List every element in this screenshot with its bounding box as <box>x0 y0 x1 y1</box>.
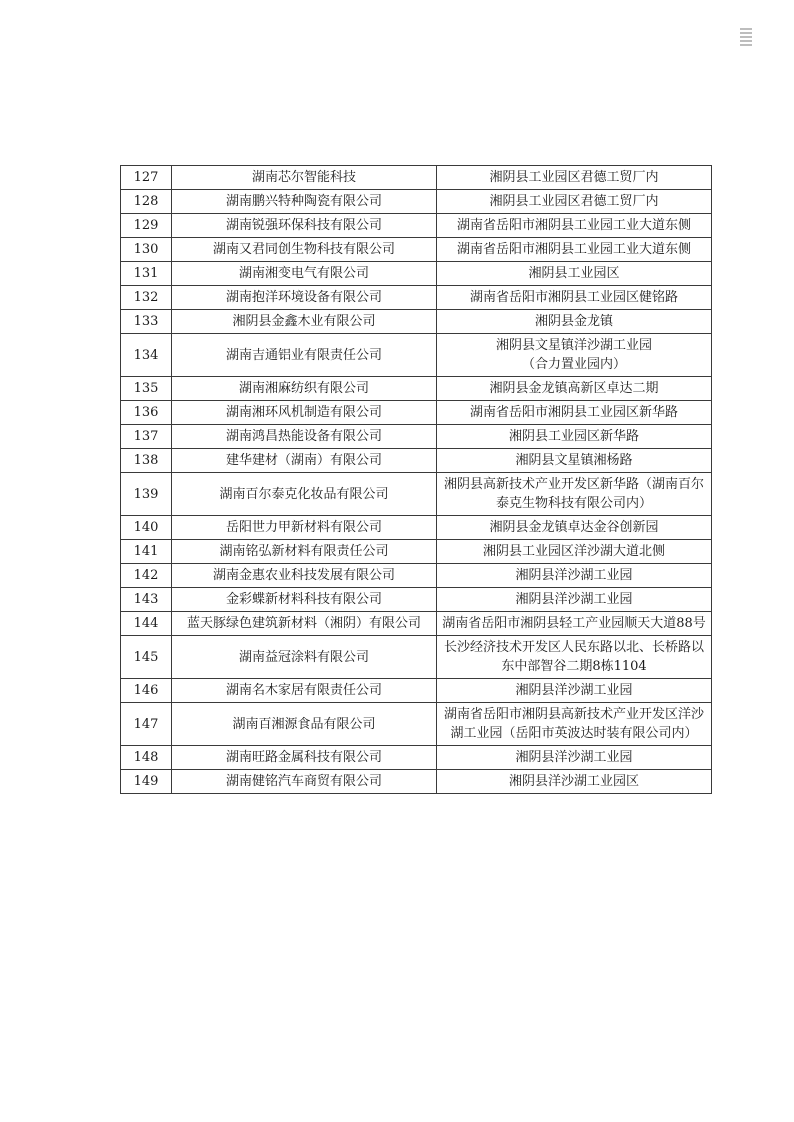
company-name-cell: 湖南湘环风机制造有限公司 <box>172 401 437 425</box>
table-row <box>121 636 712 679</box>
company-name-cell: 湖南健铭汽车商贸有限公司 <box>172 770 437 794</box>
company-name-cell: 湖南百尔泰克化妆品有限公司 <box>172 473 437 516</box>
row-number-cell: 134 <box>121 334 172 377</box>
table-row <box>121 473 712 516</box>
row-number-cell: 147 <box>121 703 172 746</box>
row-number-cell: 148 <box>121 746 172 770</box>
company-address-cell: 湘阴县工业园区君德工贸厂内 <box>437 166 712 190</box>
table-row <box>121 401 712 425</box>
company-address-cell: 长沙经济技术开发区人民东路以北、长桥路以东中部智谷二期8栋1104 <box>437 636 712 679</box>
company-address-cell: 湘阴县文星镇湘杨路 <box>437 449 712 473</box>
row-number-cell: 129 <box>121 214 172 238</box>
row-number-cell: 139 <box>121 473 172 516</box>
company-address-cell: 湘阴县金龙镇 <box>437 310 712 334</box>
row-number-cell: 127 <box>121 166 172 190</box>
table-row <box>121 588 712 612</box>
row-number-cell: 135 <box>121 377 172 401</box>
company-address-cell: 湖南省岳阳市湘阴县轻工产业园顺天大道88号 <box>437 612 712 636</box>
table-row <box>121 564 712 588</box>
company-address-cell: 湘阴县洋沙湖工业园区 <box>437 770 712 794</box>
row-number-cell: 136 <box>121 401 172 425</box>
company-address-cell: 湘阴县洋沙湖工业园 <box>437 564 712 588</box>
company-address-cell: 湘阴县工业园区新华路 <box>437 425 712 449</box>
company-address-cell: 湘阴县工业园区洋沙湖大道北侧 <box>437 540 712 564</box>
company-name-cell: 湖南锐强环保科技有限公司 <box>172 214 437 238</box>
company-address-cell: 湖南省岳阳市湘阴县工业园工业大道东侧 <box>437 238 712 262</box>
table-row <box>121 166 712 190</box>
company-name-cell: 岳阳世力甲新材料有限公司 <box>172 516 437 540</box>
table-row <box>121 540 712 564</box>
company-name-cell: 湖南芯尔智能科技 <box>172 166 437 190</box>
table-row <box>121 377 712 401</box>
row-number-cell: 133 <box>121 310 172 334</box>
company-name-cell: 湖南湘麻纺织有限公司 <box>172 377 437 401</box>
company-name-cell: 蓝天豚绿色建筑新材料（湘阴）有限公司 <box>172 612 437 636</box>
row-number-cell: 144 <box>121 612 172 636</box>
company-table <box>120 165 712 794</box>
company-address-cell: 湘阴县金龙镇高新区卓达二期 <box>437 377 712 401</box>
page-corner-mark <box>738 26 754 50</box>
table-row <box>121 516 712 540</box>
company-name-cell: 湖南铭弘新材料有限责任公司 <box>172 540 437 564</box>
company-address-cell: 湘阴县高新技术产业开发区新华路（湖南百尔泰克生物科技有限公司内） <box>437 473 712 516</box>
row-number-cell: 141 <box>121 540 172 564</box>
company-name-cell: 湖南益冠涂料有限公司 <box>172 636 437 679</box>
table-row <box>121 449 712 473</box>
company-name-cell: 湖南吉通铝业有限责任公司 <box>172 334 437 377</box>
row-number-cell: 146 <box>121 679 172 703</box>
company-name-cell: 湖南金惠农业科技发展有限公司 <box>172 564 437 588</box>
row-number-cell: 132 <box>121 286 172 310</box>
company-address-cell: 湘阴县工业园区 <box>437 262 712 286</box>
row-number-cell: 143 <box>121 588 172 612</box>
table-row <box>121 703 712 746</box>
table-row <box>121 334 712 377</box>
company-address-cell: 湘阴县金龙镇卓达金谷创新园 <box>437 516 712 540</box>
company-address-cell: 湘阴县洋沙湖工业园 <box>437 588 712 612</box>
company-name-cell: 湖南名木家居有限责任公司 <box>172 679 437 703</box>
row-number-cell: 130 <box>121 238 172 262</box>
company-name-cell: 湖南湘变电气有限公司 <box>172 262 437 286</box>
table-row <box>121 286 712 310</box>
table-row <box>121 746 712 770</box>
row-number-cell: 128 <box>121 190 172 214</box>
company-address-cell: 湘阴县洋沙湖工业园 <box>437 746 712 770</box>
table-row <box>121 679 712 703</box>
table-row <box>121 238 712 262</box>
company-name-cell: 湘阴县金鑫木业有限公司 <box>172 310 437 334</box>
company-address-cell: 湖南省岳阳市湘阴县高新技术产业开发区洋沙湖工业园（岳阳市英波达时装有限公司内） <box>437 703 712 746</box>
table-row <box>121 770 712 794</box>
company-name-cell: 湖南百湘源食品有限公司 <box>172 703 437 746</box>
company-table-body <box>121 166 712 794</box>
company-name-cell: 金彩蝶新材料科技有限公司 <box>172 588 437 612</box>
company-address-cell: 湖南省岳阳市湘阴县工业园区健铭路 <box>437 286 712 310</box>
company-name-cell: 建华建材（湖南）有限公司 <box>172 449 437 473</box>
row-number-cell: 142 <box>121 564 172 588</box>
company-name-cell: 湖南抱洋环境设备有限公司 <box>172 286 437 310</box>
company-address-cell: 湖南省岳阳市湘阴县工业园工业大道东侧 <box>437 214 712 238</box>
company-name-cell: 湖南旺路金属科技有限公司 <box>172 746 437 770</box>
table-row <box>121 612 712 636</box>
row-number-cell: 145 <box>121 636 172 679</box>
table-row <box>121 214 712 238</box>
company-address-cell: 湖南省岳阳市湘阴县工业园区新华路 <box>437 401 712 425</box>
row-number-cell: 131 <box>121 262 172 286</box>
row-number-cell: 149 <box>121 770 172 794</box>
company-name-cell: 湖南鹏兴特种陶瓷有限公司 <box>172 190 437 214</box>
table-row <box>121 310 712 334</box>
row-number-cell: 140 <box>121 516 172 540</box>
company-address-cell: 湘阴县文星镇洋沙湖工业园 （合力置业园内） <box>437 334 712 377</box>
table-row <box>121 262 712 286</box>
company-name-cell: 湖南又君同创生物科技有限公司 <box>172 238 437 262</box>
company-name-cell: 湖南鸿昌热能设备有限公司 <box>172 425 437 449</box>
company-address-cell: 湘阴县工业园区君德工贸厂内 <box>437 190 712 214</box>
table-row <box>121 425 712 449</box>
row-number-cell: 138 <box>121 449 172 473</box>
company-address-cell: 湘阴县洋沙湖工业园 <box>437 679 712 703</box>
table-row <box>121 190 712 214</box>
row-number-cell: 137 <box>121 425 172 449</box>
